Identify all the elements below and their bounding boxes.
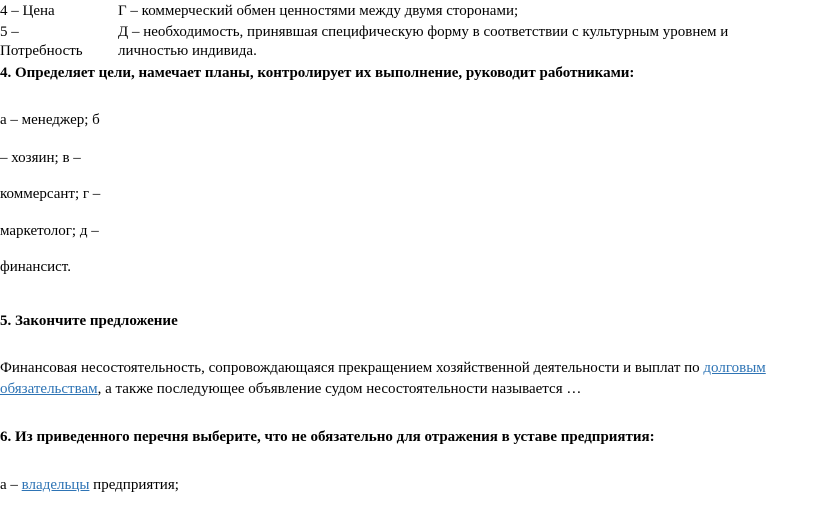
question-4-option: – хозяин; в – xyxy=(0,150,81,166)
question-4-option: а – менеджер; б xyxy=(0,112,100,128)
owners-link[interactable]: владельцы xyxy=(21,477,90,493)
question-4-option: финансист. xyxy=(0,259,71,275)
question-5-text-prefix: Финансовая несостоятельность, сопровождающаяся прекращением хозяйственной деятельности и выплат по xyxy=(0,360,704,376)
question-4-title: 4. Определяет цели, намечает планы, контролирует их выполнение, руководит работниками: xyxy=(0,65,635,81)
row4-term: 4 – Цена xyxy=(0,3,55,19)
question-6-title: 6. Из приведенного перечня выберите, что не обязательно для отражения в уставе предприятия: xyxy=(0,429,655,445)
row5-term-line1: 5 – xyxy=(0,24,19,40)
row5-term-line2: Потребность xyxy=(0,43,83,59)
question-5-text-line1 xyxy=(0,359,766,378)
question-5-text-suffix: , а также последующее объявление судом несостоятельности называется … xyxy=(97,381,582,397)
question-4-option: маркетолог; д – xyxy=(0,223,99,239)
question-4-option: коммерсант; г – xyxy=(0,186,101,202)
row5-definition-line1: Д – необходимость, принявшая специфическую форму в соответствии с культурным уровнем и xyxy=(118,24,729,40)
question-5-text-line2 xyxy=(0,380,581,399)
debt-obligations-link-part2[interactable]: обязательствам xyxy=(0,381,98,397)
question-6-option-prefix: а – xyxy=(0,477,22,493)
row4-definition: Г – коммерческий обмен ценностями между двумя сторонами; xyxy=(118,3,519,19)
row5-definition-line2: личностью индивида. xyxy=(118,43,257,59)
debt-obligations-link-part1[interactable]: долговым xyxy=(703,360,766,376)
question-6-option xyxy=(0,476,179,495)
question-5-title: 5. Закончите предложение xyxy=(0,313,178,329)
question-6-option-suffix: предприятия; xyxy=(89,477,179,493)
